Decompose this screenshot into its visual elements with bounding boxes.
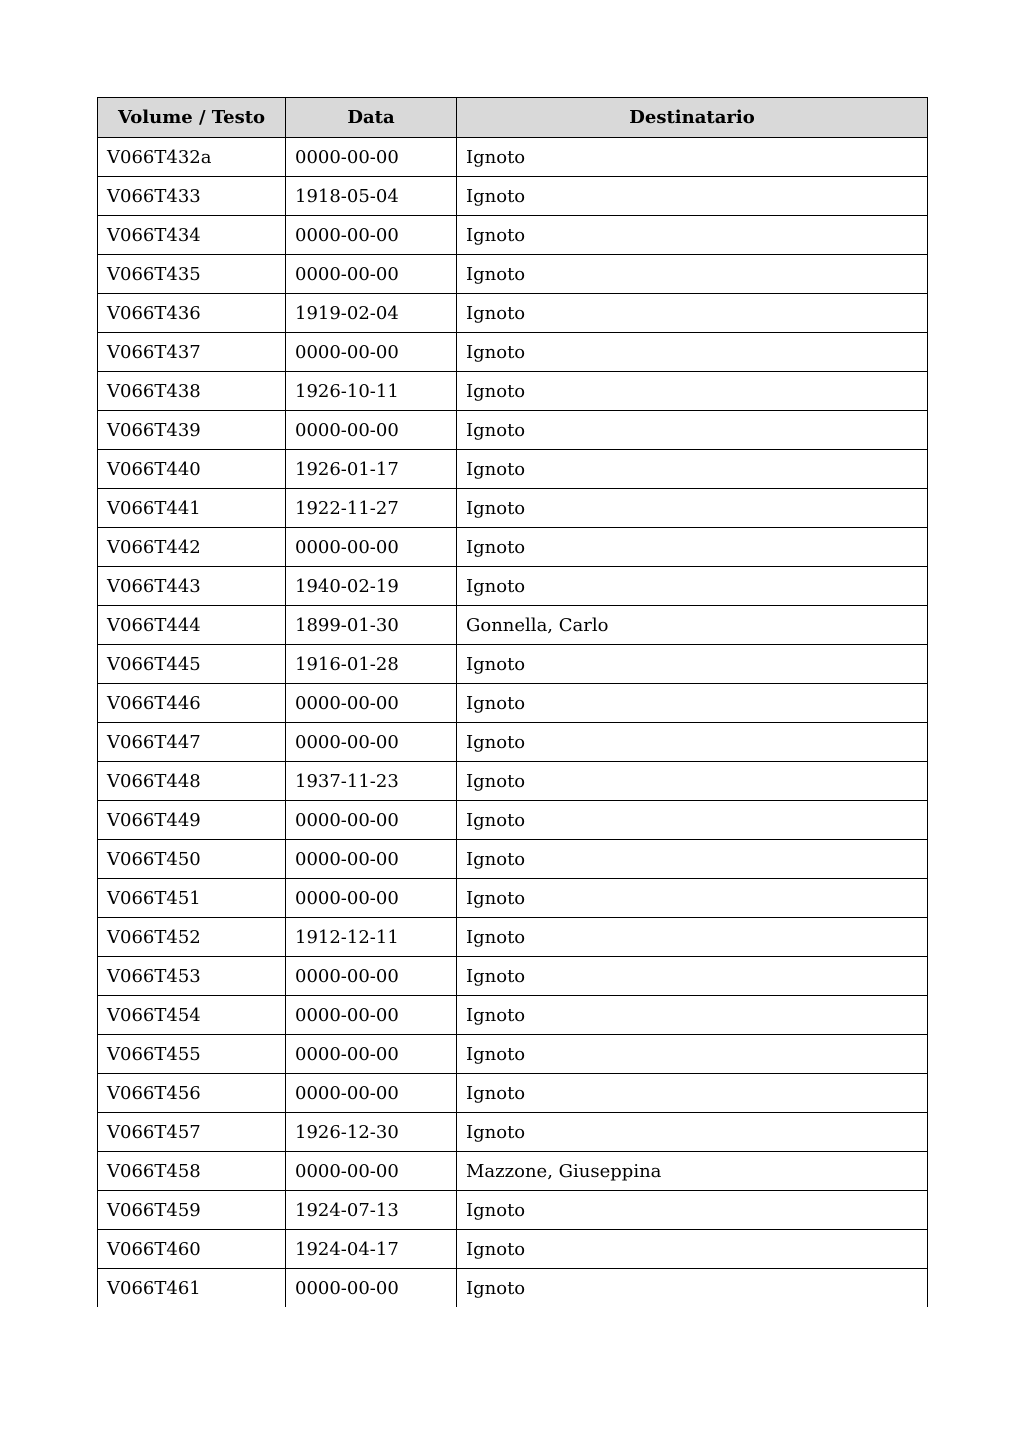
cell-data: 1926-10-11 — [286, 372, 457, 411]
cell-volume-testo: V066T433 — [98, 177, 286, 216]
table-row — [98, 489, 928, 528]
cell-data: 0000-00-00 — [286, 1035, 457, 1074]
table-row — [98, 372, 928, 411]
cell-volume-testo: V066T456 — [98, 1074, 286, 1113]
cell-volume-testo: V066T459 — [98, 1191, 286, 1230]
cell-destinatario: Ignoto — [457, 567, 928, 606]
cell-destinatario: Gonnella, Carlo — [457, 606, 928, 645]
cell-volume-testo: V066T460 — [98, 1230, 286, 1269]
cell-volume-testo: V066T444 — [98, 606, 286, 645]
cell-destinatario: Ignoto — [457, 372, 928, 411]
table-row — [98, 645, 928, 684]
cell-destinatario: Ignoto — [457, 294, 928, 333]
cell-destinatario: Ignoto — [457, 684, 928, 723]
cell-data: 1924-07-13 — [286, 1191, 457, 1230]
cell-destinatario: Ignoto — [457, 723, 928, 762]
table-row — [98, 1230, 928, 1269]
cell-volume-testo: V066T438 — [98, 372, 286, 411]
cell-data: 0000-00-00 — [286, 255, 457, 294]
cell-destinatario: Ignoto — [457, 333, 928, 372]
cell-data: 1926-01-17 — [286, 450, 457, 489]
cell-volume-testo: V066T432a — [98, 138, 286, 177]
cell-data: 1926-12-30 — [286, 1113, 457, 1152]
table-body — [98, 138, 928, 1308]
table-row — [98, 255, 928, 294]
cell-destinatario: Ignoto — [457, 957, 928, 996]
table-row — [98, 138, 928, 177]
cell-destinatario: Ignoto — [457, 840, 928, 879]
cell-destinatario: Ignoto — [457, 177, 928, 216]
table-row — [98, 762, 928, 801]
cell-data: 1937-11-23 — [286, 762, 457, 801]
cell-data: 0000-00-00 — [286, 1074, 457, 1113]
cell-destinatario: Ignoto — [457, 216, 928, 255]
cell-data: 0000-00-00 — [286, 840, 457, 879]
table-row — [98, 879, 928, 918]
cell-destinatario: Ignoto — [457, 450, 928, 489]
table-row — [98, 801, 928, 840]
cell-destinatario: Ignoto — [457, 411, 928, 450]
cell-volume-testo: V066T434 — [98, 216, 286, 255]
cell-volume-testo: V066T437 — [98, 333, 286, 372]
cell-destinatario: Ignoto — [457, 1113, 928, 1152]
cell-volume-testo: V066T440 — [98, 450, 286, 489]
letters-table — [97, 97, 928, 1307]
table-row — [98, 918, 928, 957]
cell-data: 0000-00-00 — [286, 957, 457, 996]
cell-destinatario: Ignoto — [457, 528, 928, 567]
cell-data: 0000-00-00 — [286, 723, 457, 762]
table-row — [98, 177, 928, 216]
cell-data: 1922-11-27 — [286, 489, 457, 528]
cell-data: 1940-02-19 — [286, 567, 457, 606]
cell-data: 0000-00-00 — [286, 333, 457, 372]
cell-data: 1899-01-30 — [286, 606, 457, 645]
cell-data: 0000-00-00 — [286, 528, 457, 567]
cell-destinatario: Ignoto — [457, 762, 928, 801]
cell-destinatario: Ignoto — [457, 645, 928, 684]
cell-volume-testo: V066T455 — [98, 1035, 286, 1074]
cell-volume-testo: V066T447 — [98, 723, 286, 762]
table-row — [98, 216, 928, 255]
table-header-row — [98, 98, 928, 138]
cell-destinatario: Ignoto — [457, 801, 928, 840]
cell-data: 1919-02-04 — [286, 294, 457, 333]
cell-volume-testo: V066T457 — [98, 1113, 286, 1152]
table-row — [98, 840, 928, 879]
cell-volume-testo: V066T439 — [98, 411, 286, 450]
cell-volume-testo: V066T441 — [98, 489, 286, 528]
table-row — [98, 1269, 928, 1308]
cell-volume-testo: V066T443 — [98, 567, 286, 606]
table-row — [98, 567, 928, 606]
cell-data: 0000-00-00 — [286, 138, 457, 177]
cell-data: 1916-01-28 — [286, 645, 457, 684]
table-row — [98, 1191, 928, 1230]
cell-volume-testo: V066T448 — [98, 762, 286, 801]
table-row — [98, 294, 928, 333]
cell-data: 0000-00-00 — [286, 801, 457, 840]
cell-destinatario: Ignoto — [457, 489, 928, 528]
column-header-destinatario: Destinatario — [457, 98, 928, 138]
cell-volume-testo: V066T445 — [98, 645, 286, 684]
cell-destinatario: Ignoto — [457, 1269, 928, 1308]
cell-volume-testo: V066T451 — [98, 879, 286, 918]
cell-destinatario: Mazzone, Giuseppina — [457, 1152, 928, 1191]
cell-data: 0000-00-00 — [286, 411, 457, 450]
cell-volume-testo: V066T446 — [98, 684, 286, 723]
cell-destinatario: Ignoto — [457, 879, 928, 918]
cell-volume-testo: V066T450 — [98, 840, 286, 879]
cell-data: 0000-00-00 — [286, 1269, 457, 1308]
table-row — [98, 957, 928, 996]
column-header-volume-testo: Volume / Testo — [98, 98, 286, 138]
table-row — [98, 996, 928, 1035]
cell-destinatario: Ignoto — [457, 1230, 928, 1269]
cell-data: 1918-05-04 — [286, 177, 457, 216]
cell-data: 1912-12-11 — [286, 918, 457, 957]
cell-volume-testo: V066T435 — [98, 255, 286, 294]
cell-destinatario: Ignoto — [457, 138, 928, 177]
cell-destinatario: Ignoto — [457, 918, 928, 957]
table-row — [98, 684, 928, 723]
cell-volume-testo: V066T442 — [98, 528, 286, 567]
cell-volume-testo: V066T449 — [98, 801, 286, 840]
cell-volume-testo: V066T454 — [98, 996, 286, 1035]
cell-volume-testo: V066T453 — [98, 957, 286, 996]
table-row — [98, 333, 928, 372]
table-row — [98, 450, 928, 489]
cell-volume-testo: V066T458 — [98, 1152, 286, 1191]
cell-data: 0000-00-00 — [286, 684, 457, 723]
cell-data: 0000-00-00 — [286, 1152, 457, 1191]
cell-destinatario: Ignoto — [457, 255, 928, 294]
cell-destinatario: Ignoto — [457, 1035, 928, 1074]
cell-data: 0000-00-00 — [286, 879, 457, 918]
table-row — [98, 1152, 928, 1191]
cell-volume-testo: V066T436 — [98, 294, 286, 333]
table-row — [98, 606, 928, 645]
cell-data: 1924-04-17 — [286, 1230, 457, 1269]
cell-data: 0000-00-00 — [286, 216, 457, 255]
cell-destinatario: Ignoto — [457, 1191, 928, 1230]
table-row — [98, 1113, 928, 1152]
table-row — [98, 411, 928, 450]
column-header-data: Data — [286, 98, 457, 138]
table-row — [98, 528, 928, 567]
cell-volume-testo: V066T452 — [98, 918, 286, 957]
cell-volume-testo: V066T461 — [98, 1269, 286, 1308]
cell-data: 0000-00-00 — [286, 996, 457, 1035]
table-row — [98, 1074, 928, 1113]
table-row — [98, 723, 928, 762]
cell-destinatario: Ignoto — [457, 996, 928, 1035]
cell-destinatario: Ignoto — [457, 1074, 928, 1113]
table-row — [98, 1035, 928, 1074]
